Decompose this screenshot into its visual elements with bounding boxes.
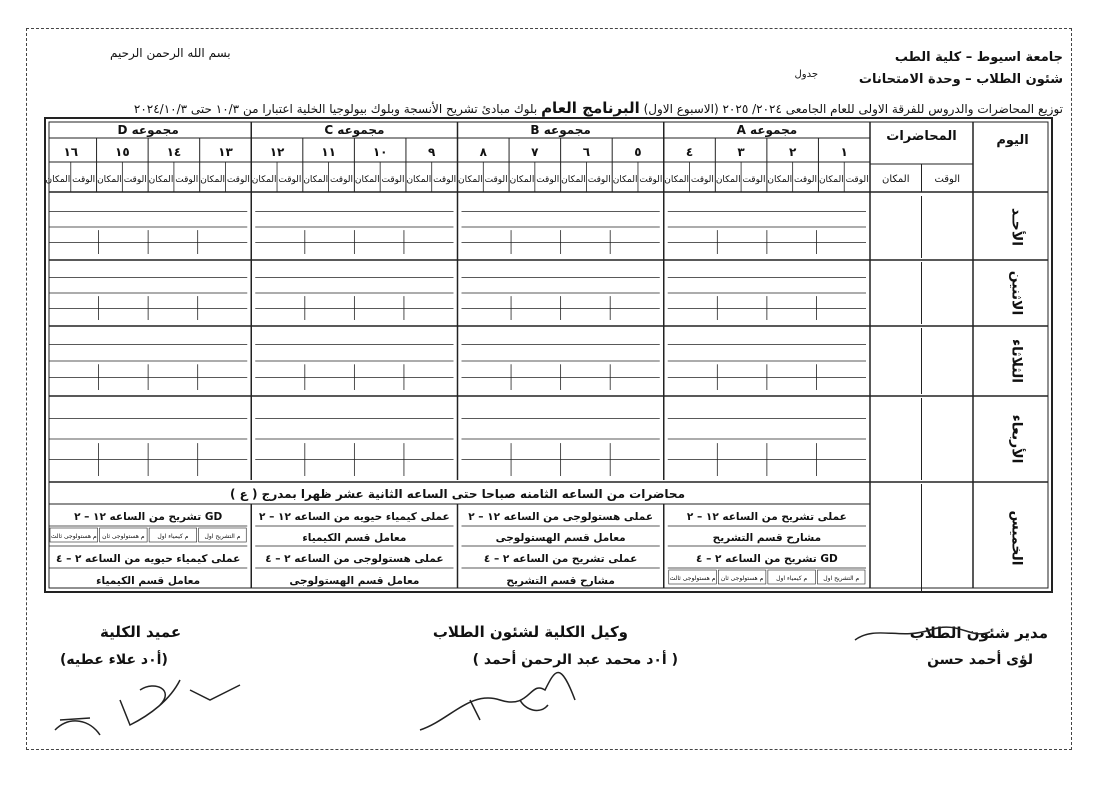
dean-title: عميد الكلية: [100, 623, 182, 641]
section-number-9: ١٠: [372, 145, 388, 159]
thursday-group-0-line3: GD تشريح من الساعه ٢ – ٤: [696, 553, 838, 565]
section-number-11: ١٢: [269, 145, 285, 159]
time-label-11: الوقت: [278, 175, 302, 185]
place-label-9: المكان: [354, 175, 380, 185]
group-header-3: مجموعه D: [117, 123, 179, 137]
thursday-group-1-line1: عملى هستولوجى من الساعه ١٢ – ٢: [468, 511, 654, 523]
lectures-header: المحاضرات: [886, 129, 957, 144]
section-number-1: ٢: [788, 145, 797, 159]
section-number-12: ١٣: [218, 145, 233, 159]
thursday-group-0-mini-0: م التشريح اول: [823, 575, 860, 582]
section-number-4: ٥: [634, 145, 642, 159]
time-label-7: الوقت: [484, 175, 508, 185]
thursday-group-2-line1: عملى كيمياء حيويه من الساعه ١٢ – ٢: [259, 511, 450, 523]
time-label-15: الوقت: [72, 175, 96, 185]
time-label-10: الوقت: [329, 175, 354, 185]
time-label-12: الوقت: [226, 175, 250, 185]
program-suffix: بلوك مبادئ تشريح الأنسجة وبلوك بيولوجيا الخلية اعتبارا من ١٠/٣ حتى ٢٠٢٤/١٠/٣: [133, 102, 538, 116]
lectures-place-label: المكان: [881, 174, 910, 185]
unit-line: شئون الطلاب – وحدة الامتحانات: [858, 72, 1063, 87]
thursday-group-0-mini-2: م هستولوجى ثان: [720, 575, 764, 582]
day-header: اليوم: [996, 133, 1029, 148]
time-label-4: الوقت: [639, 175, 663, 185]
thursday-group-3-mini-1: م كيمياء اول: [157, 533, 189, 540]
place-label-15: المكان: [45, 175, 71, 185]
thursday-group-0-line2: مشارح قسم التشريح: [712, 532, 822, 544]
time-label-5: الوقت: [587, 175, 611, 185]
time-label-14: الوقت: [123, 175, 147, 185]
place-label-12: المكان: [200, 175, 225, 185]
day-label-1: الاثنين: [1008, 270, 1025, 316]
thursday-group-2-line2: معامل قسم الكيمياء: [302, 532, 407, 544]
place-label-0: المكان: [818, 175, 844, 185]
section-number-0: ١: [840, 145, 848, 159]
place-label-3: المكان: [664, 175, 690, 185]
time-label-8: الوقت: [433, 175, 457, 185]
thursday-group-3-mini-3: م هستولوجى ثالث: [50, 533, 97, 540]
group-header-2: مجموعه C: [324, 123, 385, 137]
lectures-time-label: الوقت: [934, 174, 961, 185]
student-affairs-manager-title: مدير شئون الطلاب: [909, 624, 1048, 642]
vice-dean-title: وكيل الكلية لشئون الطلاب: [432, 623, 628, 641]
signature-manager: [855, 627, 990, 640]
thursday-group-1-line4: مشارح قسم التشريح: [506, 575, 615, 587]
thursday-group-0-mini-3: م هستولوجى ثالث: [669, 575, 716, 582]
section-number-10: ١١: [321, 145, 336, 159]
time-label-0: الوقت: [845, 175, 869, 185]
place-label-8: المكان: [406, 175, 432, 185]
thursday-group-2-line4: معامل قسم الهستولوجى: [289, 575, 420, 587]
basmala: بسم الله الرحمن الرحيم: [110, 46, 231, 60]
group-header-1: مجموعه B: [530, 123, 591, 137]
time-label-3: الوقت: [690, 175, 714, 185]
time-label-1: الوقت: [794, 175, 818, 185]
place-label-4: المكان: [612, 175, 638, 185]
thursday-banner: محاضرات من الساعه الثامنه صباحا حتى الساعه الثانية عشر ظهرا بمدرج ( ع ): [229, 487, 686, 501]
section-number-14: ١٥: [115, 145, 130, 159]
day-label-3: الأربعاء: [1008, 414, 1025, 464]
day-label-2: الثلاثاء: [1008, 338, 1025, 384]
time-label-2: الوقت: [742, 175, 766, 185]
vice-dean-name: ( أ٠د محمد عبد الرحمن أحمد ): [472, 652, 678, 668]
jadwal-word: جدول: [794, 69, 818, 80]
group-header-0: مجموعه A: [736, 123, 798, 137]
section-number-2: ٣: [737, 145, 745, 159]
section-number-15: ١٦: [63, 145, 79, 159]
thursday-group-3-line1: GD تشريح من الساعه ١٢ – ٢: [74, 511, 223, 523]
section-number-3: ٤: [685, 145, 694, 159]
time-label-6: الوقت: [536, 175, 560, 185]
section-number-13: ١٤: [166, 145, 182, 159]
program-bold: البرنامج العام: [541, 99, 640, 117]
university-line: جامعة اسيوط – كلية الطب: [894, 50, 1063, 65]
thursday-group-3-line4: معامل قسم الكيمياء: [96, 575, 201, 587]
thursday-group-1-line2: معامل قسم الهستولوجى: [495, 532, 626, 544]
thursday-group-1-line3: عملى تشريح من الساعه ٢ – ٤: [483, 553, 638, 565]
place-label-13: المكان: [148, 175, 174, 185]
student-affairs-manager-name: لؤى أحمد حسن: [927, 652, 1033, 668]
section-number-7: ٨: [479, 145, 487, 159]
day-label-0: الأحـد: [1008, 207, 1025, 247]
day-label-4: الخميس: [1008, 510, 1025, 566]
place-label-10: المكان: [303, 175, 329, 185]
time-label-13: الوقت: [175, 175, 199, 185]
dean-name: (أ٠د علاء عطيه): [60, 652, 168, 668]
place-label-7: المكان: [458, 175, 483, 185]
section-number-5: ٦: [582, 145, 591, 159]
thursday-group-3-mini-2: م هستولوجى ثان: [102, 533, 145, 540]
section-number-6: ٧: [531, 145, 539, 159]
place-label-11: المكان: [251, 175, 277, 185]
thursday-group-0-mini-1: م كيمياء اول: [776, 575, 808, 582]
time-label-9: الوقت: [381, 175, 405, 185]
place-label-5: المكان: [561, 175, 586, 185]
place-label-2: المكان: [715, 175, 741, 185]
place-label-6: المكان: [509, 175, 535, 185]
signature-vice-dean: [420, 673, 575, 731]
place-label-1: المكان: [767, 175, 793, 185]
thursday-group-0-line1: عملى تشريح من الساعه ١٢ – ٢: [686, 511, 847, 523]
program-prefix: توزيع المحاضرات والدروس للفرقة الاولى للعام الجامعى ٢٠٢٤/ ٢٠٢٥ (الاسبوع الاول): [643, 102, 1063, 116]
section-number-8: ٩: [428, 145, 436, 159]
thursday-group-2-line3: عملى هستولوجى من الساعه ٢ – ٤: [265, 553, 444, 565]
place-label-14: المكان: [97, 175, 122, 185]
thursday-group-3-line3: عملى كيمياء حيويه من الساعه ٢ – ٤: [56, 553, 241, 565]
signature-dean: [55, 680, 240, 735]
thursday-group-3-mini-0: م التشريح اول: [204, 533, 241, 540]
